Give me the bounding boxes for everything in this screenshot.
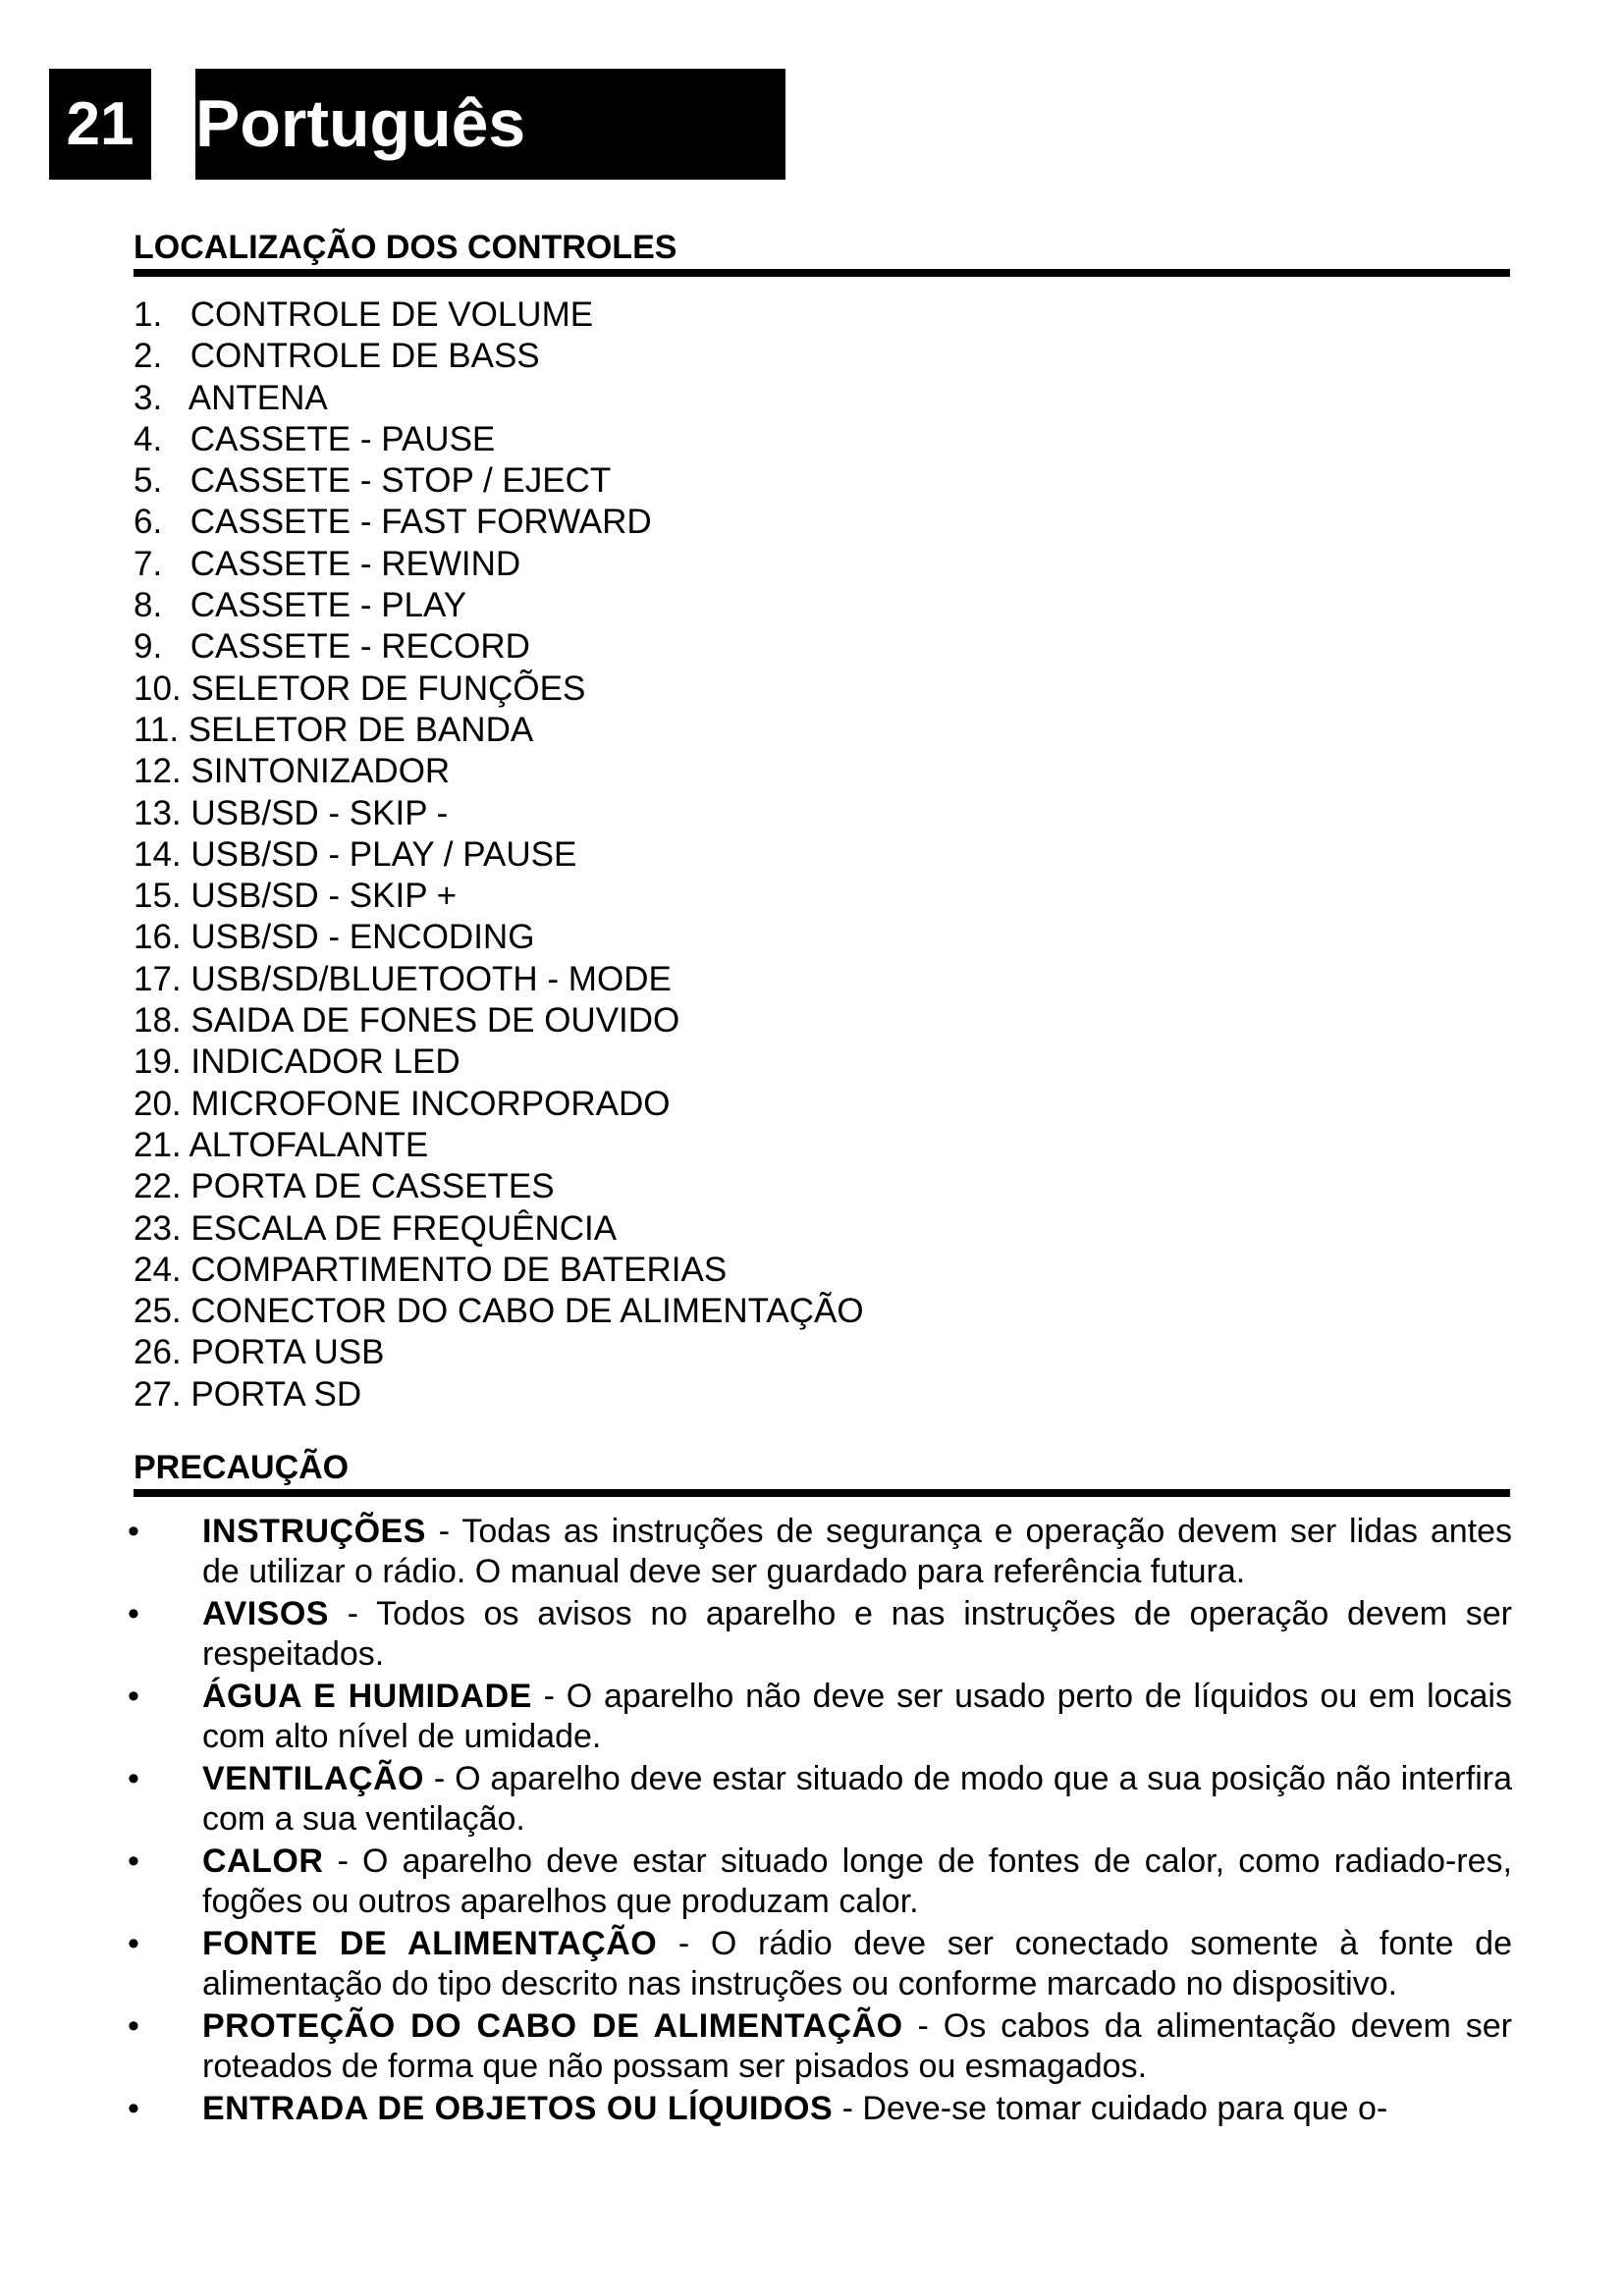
caution-text: - O rádio deve ser conectado somente à fonte de alimentação do tipo descrito nas instruções ou conforme marcado no dispositivo.	[202, 1925, 1512, 2002]
item-number: 8.	[134, 586, 163, 625]
item-number: 16.	[134, 918, 182, 957]
caution-term: ÁGUA E HUMIDADE	[202, 1678, 532, 1715]
list-item	[134, 793, 1508, 834]
list-item	[134, 710, 1508, 751]
item-label: ANTENA	[188, 378, 328, 417]
item-label: USB/SD - SKIP +	[190, 877, 458, 916]
caution-text: - O aparelho não deve ser usado perto de líquidos ou em locais com alto nível de umidade.	[202, 1678, 1512, 1755]
list-item	[134, 1291, 1508, 1332]
bullet-icon: •	[128, 1842, 139, 1880]
caution-text: - Deve-se tomar cuidado para que o-	[833, 2090, 1388, 2127]
controls-list	[134, 294, 1508, 1415]
item-label: COMPARTIMENTO DE BATERIAS	[190, 1250, 728, 1289]
list-item	[134, 336, 1508, 377]
list-item	[134, 1084, 1508, 1125]
item-label: USB/SD - SKIP -	[190, 793, 449, 832]
item-number: 18.	[134, 1001, 182, 1041]
list-item	[134, 1250, 1508, 1291]
list-item	[134, 1000, 1508, 1041]
list-item	[134, 1208, 1508, 1250]
caution-term: VENTILAÇÃO	[202, 1760, 424, 1797]
list-item	[134, 460, 1508, 502]
caution-item	[128, 1512, 1512, 1592]
item-number: 15.	[134, 877, 182, 916]
item-label: SAIDA DE FONES DE OUVIDO	[190, 1001, 680, 1041]
caution-term: AVISOS	[202, 1595, 329, 1632]
caution-text: - Os cabos da alimentação devem ser roteados de forma que não possam ser pisados ou esmagados.	[202, 2007, 1512, 2085]
item-label: SINTONIZADOR	[190, 752, 451, 791]
list-item	[134, 834, 1508, 876]
item-label: USB/SD - ENCODING	[190, 918, 535, 957]
item-number: 26.	[134, 1333, 182, 1372]
list-item	[134, 959, 1508, 1000]
item-label: ESCALA DE FREQUÊNCIA	[190, 1208, 618, 1248]
item-number: 5.	[134, 461, 163, 501]
list-item	[134, 751, 1508, 792]
item-number: 23.	[134, 1208, 182, 1248]
bullet-icon: •	[128, 1513, 139, 1550]
item-label: CASSETE - FAST FORWARD	[189, 503, 652, 542]
item-number: 19.	[134, 1042, 182, 1082]
item-label: SELETOR DE BANDA	[188, 710, 534, 749]
item-number: 10.	[134, 668, 182, 708]
caution-item	[128, 1594, 1512, 1675]
bullet-icon: •	[128, 1925, 139, 1962]
list-item	[134, 544, 1508, 585]
list-item	[134, 1166, 1508, 1207]
bullet-icon: •	[128, 2007, 139, 2045]
item-number: 2.	[134, 337, 163, 376]
item-label: CASSETE - PAUSE	[189, 419, 496, 458]
item-label: CASSETE - PLAY	[189, 586, 467, 625]
item-label: CONTROLE DE VOLUME	[189, 295, 594, 334]
bullet-icon: •	[128, 1760, 139, 1797]
caution-item	[128, 2089, 1512, 2129]
language-title: Português	[195, 69, 785, 180]
item-number: 25.	[134, 1292, 182, 1331]
list-item	[134, 1041, 1508, 1083]
item-label: MICROFONE INCORPORADO	[190, 1084, 671, 1123]
item-number: 13.	[134, 793, 182, 832]
item-number: 9.	[134, 627, 163, 667]
caution-item	[128, 1677, 1512, 1757]
item-number: 14.	[134, 834, 182, 874]
controls-heading: LOCALIZAÇÃO DOS CONTROLES	[134, 228, 1510, 277]
item-number: 1.	[134, 295, 163, 334]
item-label: PORTA USB	[190, 1333, 385, 1372]
item-number: 6.	[134, 503, 163, 542]
caution-heading: PRECAUÇÃO	[134, 1448, 1510, 1497]
caution-term: FONTE DE ALIMENTAÇÃO	[202, 1925, 658, 1962]
item-label: CONTROLE DE BASS	[189, 337, 540, 376]
bullet-icon: •	[128, 2090, 139, 2127]
item-label: CASSETE - RECORD	[189, 627, 530, 667]
item-number: 11.	[134, 710, 180, 749]
caution-text: - O aparelho deve estar situado de modo que a sua posição não interfira com a sua ventilação.	[202, 1760, 1512, 1838]
caution-item	[128, 1924, 1512, 2004]
caution-text: - Todos os avisos no aparelho e nas instruções de operação devem ser respeitados.	[202, 1595, 1512, 1673]
item-label: PORTA DE CASSETES	[190, 1167, 555, 1206]
item-number: 12.	[134, 752, 182, 791]
caution-term: INSTRUÇÕES	[202, 1513, 426, 1550]
caution-item	[128, 1759, 1512, 1840]
item-label: ALTOFALANTE	[189, 1125, 429, 1164]
caution-text: - Todas as instruções de segurança e operação devem ser lidas antes de utilizar o rádio. O manual deve ser guardado para referência futura.	[202, 1513, 1512, 1590]
item-number: 22.	[134, 1167, 182, 1206]
item-label: CASSETE - REWIND	[189, 544, 521, 583]
bullet-icon: •	[128, 1678, 139, 1715]
list-item	[134, 378, 1508, 419]
item-number: 4.	[134, 419, 163, 458]
list-item	[134, 917, 1508, 958]
list-item	[134, 585, 1508, 626]
list-item	[134, 294, 1508, 336]
caution-item	[128, 1842, 1512, 1922]
item-number: 20.	[134, 1084, 182, 1123]
list-item	[134, 1332, 1508, 1373]
item-label: PORTA SD	[190, 1374, 362, 1414]
item-label: USB/SD/BLUETOOTH - MODE	[190, 959, 672, 998]
caution-term: ENTRADA DE OBJETOS OU LÍQUIDOS	[202, 2090, 834, 2127]
page-number: 21	[49, 69, 151, 180]
item-number: 3.	[134, 378, 163, 417]
item-label: CONECTOR DO CABO DE ALIMENTAÇÃO	[190, 1292, 864, 1331]
caution-item	[128, 2006, 1512, 2087]
bullet-icon: •	[128, 1595, 139, 1632]
item-number: 24.	[134, 1250, 182, 1289]
caution-list	[128, 1512, 1512, 2131]
item-label: SELETOR DE FUNÇÕES	[190, 668, 586, 708]
item-label: USB/SD - PLAY / PAUSE	[190, 834, 577, 874]
list-item	[134, 1374, 1508, 1415]
list-item	[134, 1125, 1508, 1166]
list-item	[134, 419, 1508, 460]
item-label: INDICADOR LED	[190, 1042, 460, 1082]
list-item	[134, 626, 1508, 667]
item-label: CASSETE - STOP / EJECT	[189, 461, 612, 501]
caution-term: CALOR	[202, 1842, 324, 1880]
list-item	[134, 876, 1508, 917]
list-item	[134, 668, 1508, 710]
list-item	[134, 502, 1508, 543]
item-number: 17.	[134, 959, 182, 998]
item-number: 27.	[134, 1374, 182, 1414]
item-number: 7.	[134, 544, 163, 583]
caution-term: PROTEÇÃO DO CABO DE ALIMENTAÇÃO	[202, 2007, 903, 2045]
caution-text: - O aparelho deve estar situado longe de fontes de calor, como radiado-res, fogões ou outros aparelhos que produzam calor.	[202, 1842, 1512, 1920]
item-number: 21.	[134, 1125, 182, 1164]
